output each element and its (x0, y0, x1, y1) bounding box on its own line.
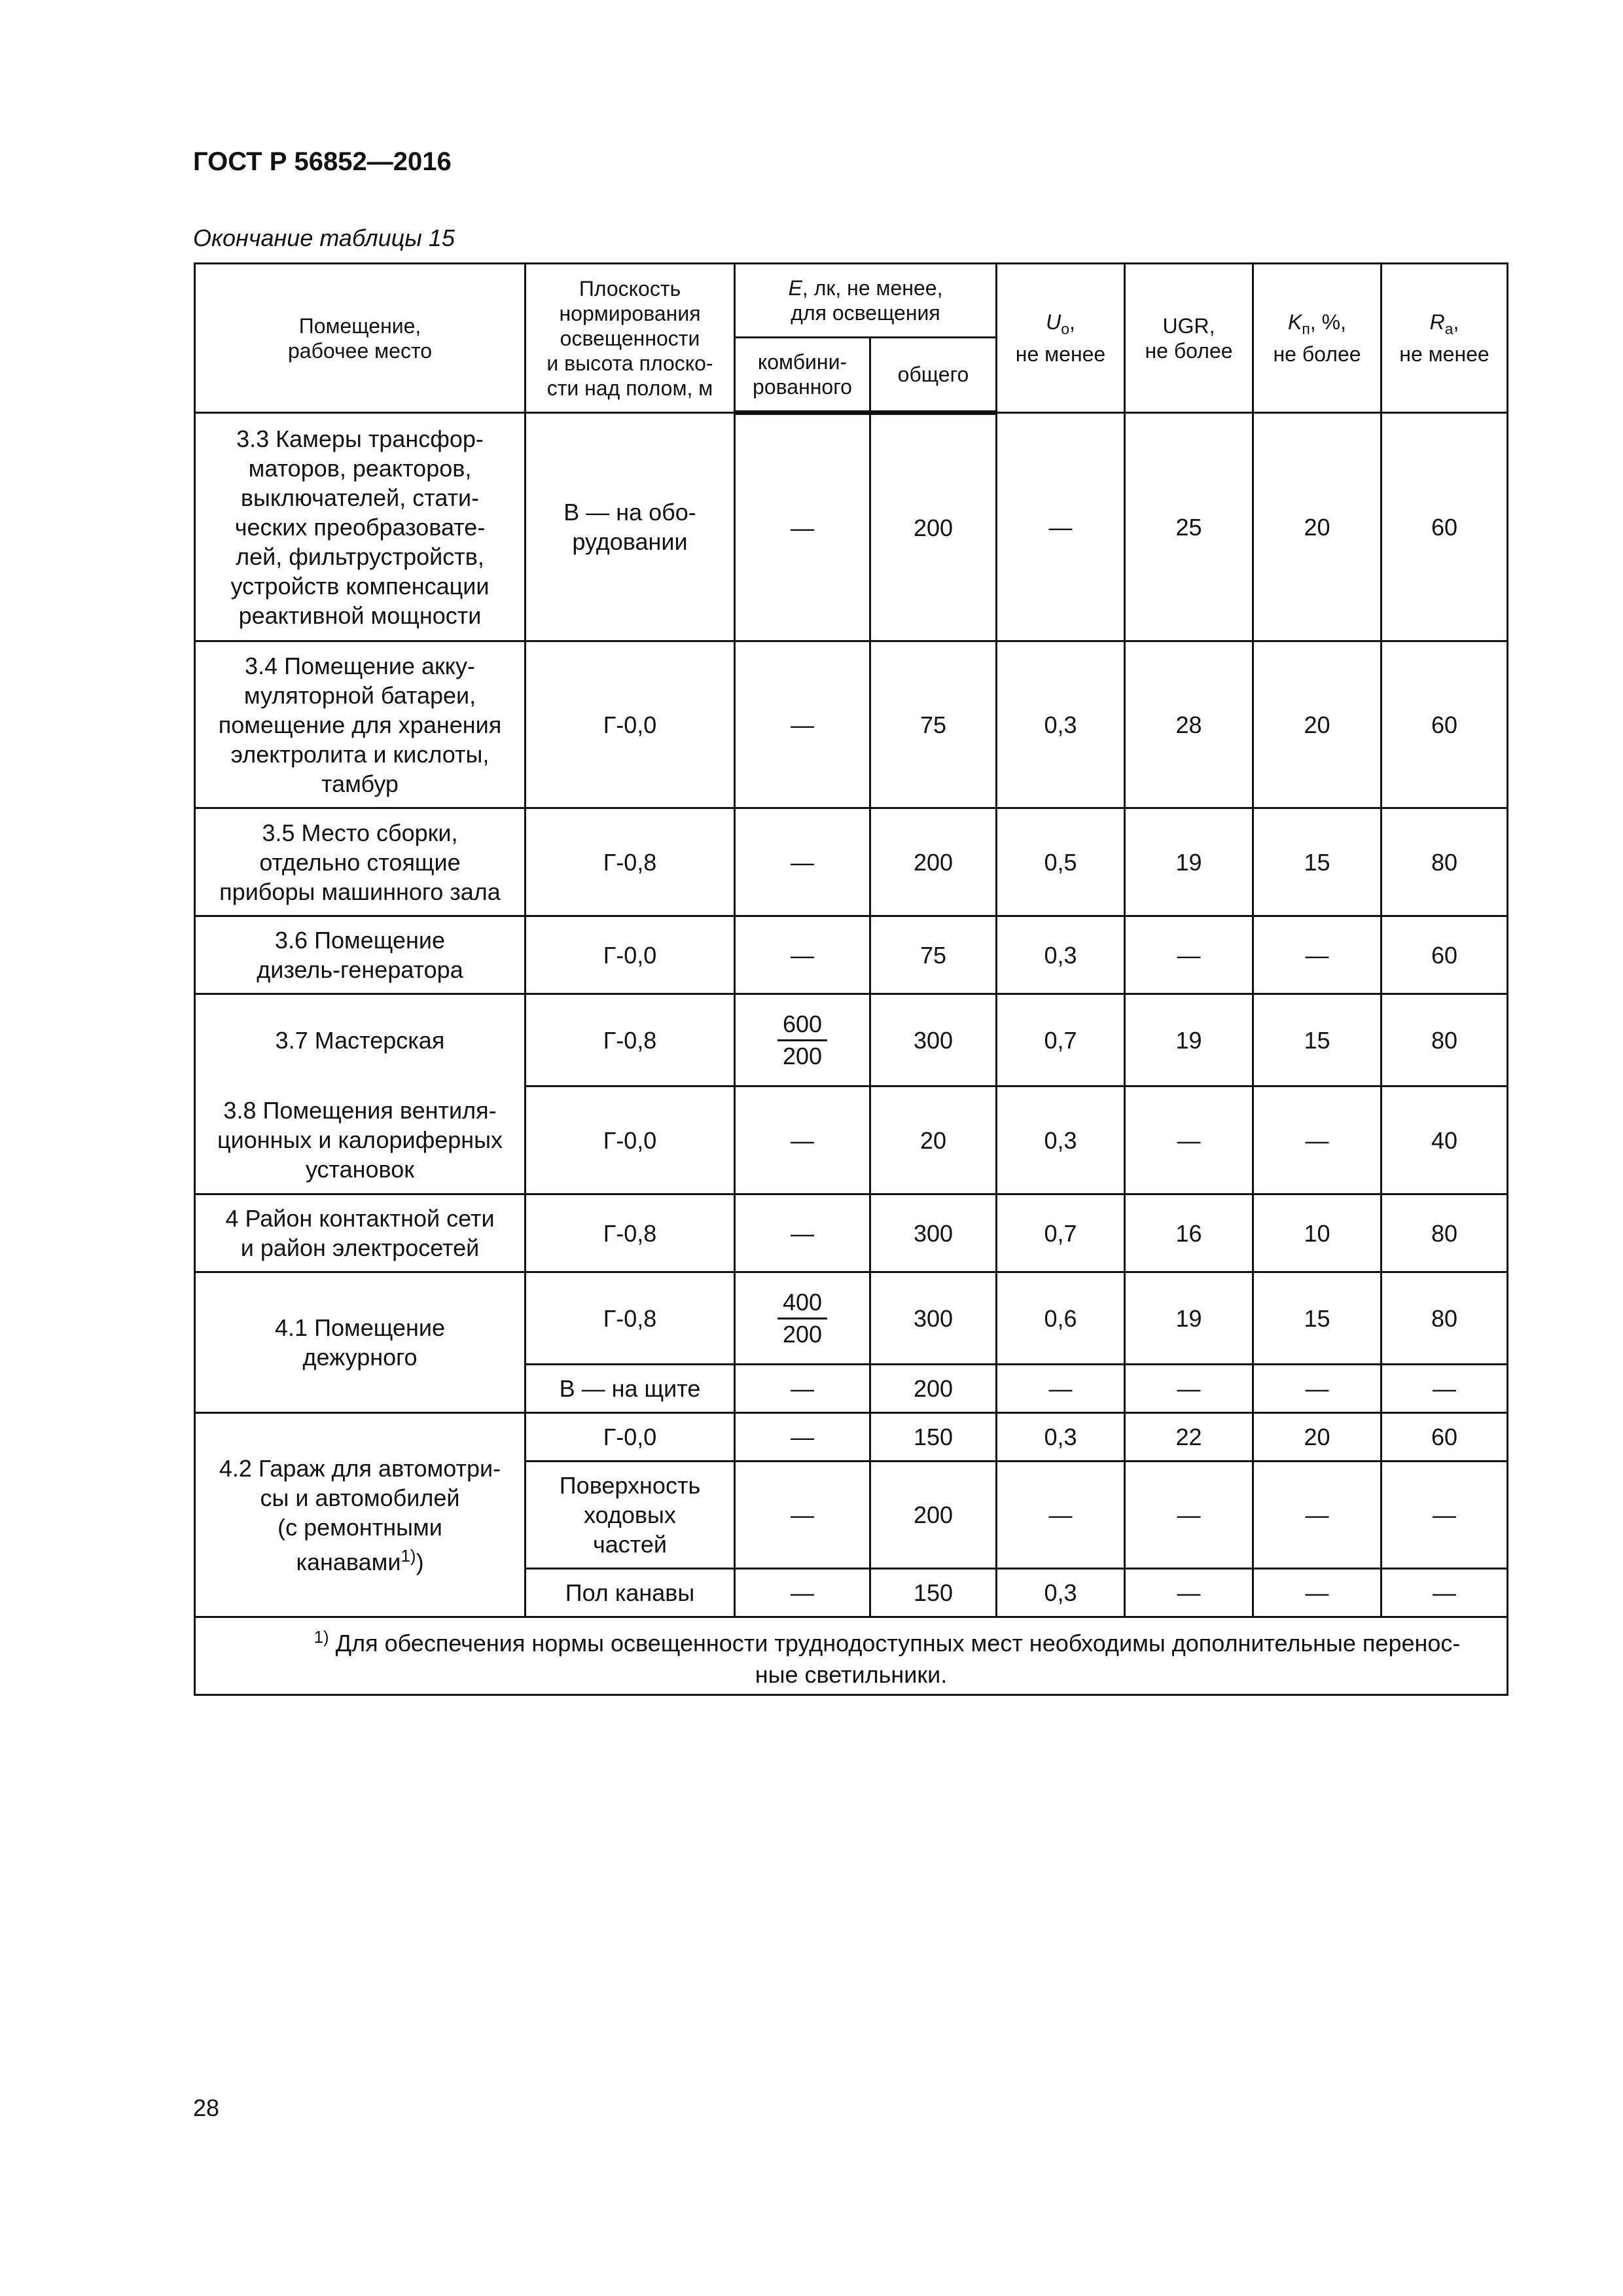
room-cell: 3.4 Помещение акку- муляторной батареи, помещение для хранения электролита и кислоты, тамбур (195, 641, 526, 808)
e-general-cell: 300 (870, 994, 997, 1086)
ra-cell: — (1382, 1569, 1508, 1617)
plane-cell: Г-0,8 (526, 1272, 735, 1365)
e-general-cell: 150 (870, 1413, 997, 1462)
table-row (195, 1272, 1508, 1365)
ugr-cell: — (1125, 916, 1253, 994)
e-general-cell: 75 (870, 641, 997, 808)
plane-cell: Г-0,0 (526, 916, 735, 994)
ra-cell: — (1382, 1365, 1508, 1413)
e-combined-cell (735, 1272, 870, 1365)
header-illuminance-group: E, лк, не менее, для освещения (735, 264, 997, 338)
room-cell: 4.1 Помещение дежурного (195, 1272, 526, 1413)
e-general-cell: 300 (870, 1272, 997, 1365)
plane-cell: Г-0,0 (526, 641, 735, 808)
ugr-cell: 16 (1125, 1194, 1253, 1272)
ra-cell: 80 (1382, 808, 1508, 916)
uo-cell: 0,3 (997, 641, 1125, 808)
uo-cell: 0,3 (997, 916, 1125, 994)
table-row (195, 916, 1508, 994)
room-cell: 3.8 Помещения вентиля- ционных и калориферных установок (195, 1086, 526, 1194)
e-general-cell: 200 (870, 1365, 997, 1413)
e-combined-cell: — (735, 1413, 870, 1462)
uo-cell: 0,6 (997, 1272, 1125, 1365)
kp-cell: — (1253, 1086, 1382, 1194)
ugr-cell: 28 (1125, 641, 1253, 808)
section-heading-cell: 4 Район контактной сети и район электросетей (195, 1194, 526, 1272)
room-cell: 4.2 Гараж для автомотри- сы и автомобилей (с ремонтными канавами$^{1)}$) (195, 1413, 526, 1617)
uo-cell: 0,7 (997, 994, 1125, 1086)
e-general-cell: 75 (870, 916, 997, 994)
plane-cell: Г-0,0 (526, 1086, 735, 1194)
kp-cell: — (1253, 1365, 1382, 1413)
e-general-cell: 300 (870, 1194, 997, 1272)
ugr-cell: 19 (1125, 994, 1253, 1086)
plane-cell: В — на обо- рудовании (526, 413, 735, 641)
header-pulsation: $K_п$, %, не более (1253, 264, 1382, 413)
ugr-cell: 19 (1125, 1272, 1253, 1365)
ra-cell: 60 (1382, 1413, 1508, 1462)
table-row (195, 1086, 1508, 1194)
uo-cell: — (997, 1462, 1125, 1569)
footnote-row (195, 1617, 1508, 1695)
uo-cell: 0,3 (997, 1086, 1125, 1194)
e-combined-cell (735, 994, 870, 1086)
e-combined-cell: — (735, 1194, 870, 1272)
table-caption: Окончание таблицы 15 (193, 224, 455, 251)
table-row (195, 1194, 1508, 1272)
plane-cell: Г-0,8 (526, 994, 735, 1086)
table-row (195, 641, 1508, 808)
uo-cell: — (997, 1365, 1125, 1413)
e-general-cell: 20 (870, 1086, 997, 1194)
ra-cell: 60 (1382, 916, 1508, 994)
fraction: $\frac{400}{200}$ (777, 1287, 827, 1350)
ugr-cell: 19 (1125, 808, 1253, 916)
e-combined-cell: — (735, 641, 870, 808)
ra-cell: 80 (1382, 1194, 1508, 1272)
e-combined-cell: — (735, 1086, 870, 1194)
footnote: $^{1)}$ Для обеспечения нормы освещенности труднодоступных мест необходимы дополнительные перенос- ные светильники. (195, 1617, 1508, 1695)
table-row (195, 994, 1508, 1086)
kp-cell: 10 (1253, 1194, 1382, 1272)
plane-cell: В — на щите (526, 1365, 735, 1413)
ra-cell: 40 (1382, 1086, 1508, 1194)
plane-cell: Пол канавы (526, 1569, 735, 1617)
e-combined-cell: — (735, 1462, 870, 1569)
plane-cell: Г-0,8 (526, 808, 735, 916)
table-row (195, 1413, 1508, 1462)
ugr-cell: — (1125, 1569, 1253, 1617)
kp-cell: 20 (1253, 641, 1382, 808)
lighting-norms-table (194, 262, 1508, 1696)
kp-cell: 15 (1253, 808, 1382, 916)
kp-cell: — (1253, 916, 1382, 994)
e-combined-cell: — (735, 916, 870, 994)
kp-cell: 15 (1253, 1272, 1382, 1365)
ugr-cell: — (1125, 1365, 1253, 1413)
room-cell: 3.7 Мастерская (195, 994, 526, 1086)
e-combined-cell: — (735, 1365, 870, 1413)
header-uniformity: $U_о$, не менее (997, 264, 1125, 413)
ra-cell: 80 (1382, 1272, 1508, 1365)
uo-cell: 0,5 (997, 808, 1125, 916)
plane-cell: Г-0,0 (526, 1413, 735, 1462)
uo-cell: 0,3 (997, 1413, 1125, 1462)
header-ugr: UGR, не более (1125, 264, 1253, 413)
header-room: Помещение, рабочее место (195, 264, 526, 413)
header-color-rendering: $R_a$, не менее (1382, 264, 1508, 413)
header-combined: комбини- рованного (735, 338, 870, 413)
header-plane: Плоскость нормирования освещенности и высота плоско- сти над полом, м (526, 264, 735, 413)
e-combined-cell: — (735, 413, 870, 641)
uo-cell: 0,7 (997, 1194, 1125, 1272)
room-cell: 3.3 Камеры трансфор- маторов, реакторов, выключателей, стати- ческих преобразовате- лей, фильтрустройств, устройств компенсации реактивной мощности (195, 413, 526, 641)
kp-cell: 20 (1253, 1413, 1382, 1462)
ugr-cell: 22 (1125, 1413, 1253, 1462)
ugr-cell: — (1125, 1086, 1253, 1194)
e-general-cell: 150 (870, 1569, 997, 1617)
ra-cell: 60 (1382, 413, 1508, 641)
ra-cell: 60 (1382, 641, 1508, 808)
document-header: ГОСТ Р 56852—2016 (193, 147, 452, 176)
ra-cell: — (1382, 1462, 1508, 1569)
plane-cell: Поверхность ходовых частей (526, 1462, 735, 1569)
uo-cell: — (997, 413, 1125, 641)
kp-cell: 15 (1253, 994, 1382, 1086)
e-combined-cell: — (735, 1569, 870, 1617)
kp-cell: — (1253, 1462, 1382, 1569)
room-cell: 3.6 Помещение дизель-генератора (195, 916, 526, 994)
header-general: общего (870, 338, 997, 413)
table-row (195, 413, 1508, 641)
fraction: $\frac{600}{200}$ (777, 1009, 827, 1071)
e-combined-cell: — (735, 808, 870, 916)
uo-cell: 0,3 (997, 1569, 1125, 1617)
ugr-cell: — (1125, 1462, 1253, 1569)
ugr-cell: 25 (1125, 413, 1253, 641)
e-general-cell: 200 (870, 413, 997, 641)
room-cell: 3.5 Место сборки, отдельно стоящие приборы машинного зала (195, 808, 526, 916)
table-row (195, 808, 1508, 916)
page-number: 28 (193, 2094, 220, 2121)
e-general-cell: 200 (870, 1462, 997, 1569)
kp-cell: — (1253, 1569, 1382, 1617)
e-general-cell: 200 (870, 808, 997, 916)
plane-cell: Г-0,8 (526, 1194, 735, 1272)
ra-cell: 80 (1382, 994, 1508, 1086)
kp-cell: 20 (1253, 413, 1382, 641)
